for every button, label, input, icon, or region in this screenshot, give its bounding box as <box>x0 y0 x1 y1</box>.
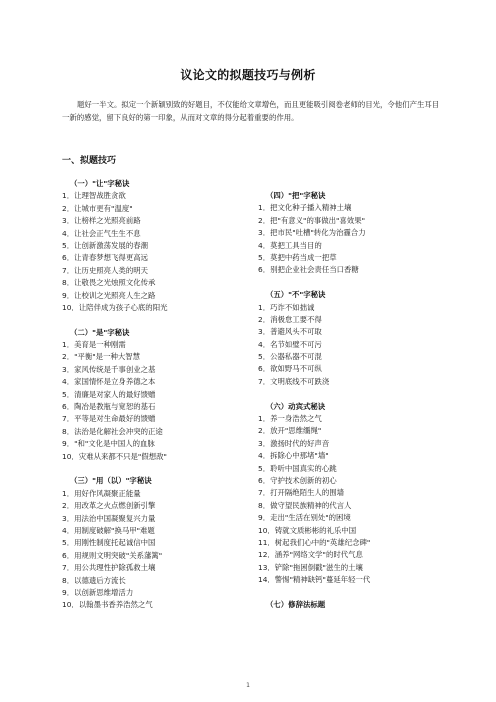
page-number: 1 <box>246 682 250 689</box>
list-item: 4．拆除心中那堵"墙" <box>258 451 329 461</box>
list-item: 8．法治是化解社会冲突的正途 <box>62 426 163 436</box>
list-item: 9．走出"生活在别处"的困境 <box>258 513 351 523</box>
list-item: 5．聆听中国真实的心跳 <box>258 463 337 473</box>
list-item: 10．以翰墨书香养浩然之气 <box>62 600 153 610</box>
list-item: 4．让社会正气生生不息 <box>62 228 141 238</box>
list-item: 3．用法治中国凝聚复兴力量 <box>62 513 156 523</box>
list-item: 3．家风传统是千事创业之基 <box>62 364 156 374</box>
list-item: 4．用制度破解"换马甲"难题 <box>62 525 155 535</box>
list-item: 10．灾难从来都不只是"假想敌" <box>62 451 167 461</box>
list-item: 6．陶冶是教瓶与宽恕的基石 <box>62 402 156 412</box>
list-item: 3．普避风头不可取 <box>258 327 322 337</box>
group-heading-shi: （二）"是"字秘诀 <box>70 327 130 337</box>
intro-paragraph: 题好一半文。拟定一个新颖别致的好题目，不仅能给文章增色，而且更能吸引阅卷老师的目光，令他们产生耳目一新的感觉，留下良好的第一印象，从而对文章的得分起着重要的作用。 <box>62 100 440 122</box>
list-item: 8．以德遗后方流长 <box>62 575 126 585</box>
list-item: 2．让城市更有"温度" <box>62 203 133 213</box>
list-item: 1．让理智战胜贪欲 <box>62 191 126 201</box>
list-item: 7．平等是对生命最好的馈赠 <box>62 414 156 424</box>
list-item: 1．用好作风凝聚正能量 <box>62 488 141 498</box>
list-item: 2．"平衡"是一种大智慧 <box>62 352 141 362</box>
group-heading-rang: （一）"让"字秘诀 <box>70 179 130 188</box>
list-item: 12．涵养"网络文学"的时代气息 <box>258 550 363 560</box>
list-item: 1．养一身浩然之气 <box>258 414 322 424</box>
list-item: 13．铲除"拖困倒戳"滋生的土壤 <box>258 562 363 572</box>
list-item: 3．把市民"吐槽"转化为治霾合力 <box>258 228 366 238</box>
list-item: 14．警惕"精神缺钙"蔓延年轻一代 <box>258 575 371 585</box>
list-item: 1．巧诈不如拙诚 <box>258 302 315 312</box>
group-heading-bu: （五）"不"字秘诀 <box>266 290 326 300</box>
list-item: 6．让青春梦想飞得更高远 <box>62 253 149 263</box>
list-item: 9．以创新思维增活力 <box>62 587 134 597</box>
list-item: 6．欲如野马不可纵 <box>258 364 322 374</box>
right-column <box>258 190 458 611</box>
list-item: 1．美育是一种刚需 <box>62 340 126 350</box>
list-item: 4．名节如璧不可污 <box>258 339 322 349</box>
list-item: 4．家国情怀是立身养德之本 <box>62 377 156 387</box>
list-item: 6．别把企业社会责任当口香糖 <box>258 265 359 275</box>
list-item: 2．放开"思维缰绳" <box>258 426 322 436</box>
doc-title: 议论文的拟题技巧与例析 <box>180 68 316 82</box>
list-item: 7．用公共理性护除孤救土壤 <box>62 563 156 573</box>
list-item: 5．让创新激荡发展的春潮 <box>62 240 149 250</box>
group-heading-ba: （四）"把"字秘诀 <box>266 191 326 200</box>
list-item: 2．消极怠工要不得 <box>258 314 322 324</box>
list-item: 5．用刚性制度托起诚信中国 <box>62 538 156 548</box>
list-item: 10．让陪伴成为孩子心底的阳光 <box>62 302 168 312</box>
list-item: 7．让历史照亮人类的明天 <box>62 265 149 275</box>
list-item: 9．让校训之光照亮人生之路 <box>62 290 156 300</box>
list-item: 7．打开隔绝陌生人的围墙 <box>258 488 345 498</box>
list-item: 2．把"有意义"的事做出"喜效果" <box>258 215 365 225</box>
list-item: 2．用改革之火点燃创新引擎 <box>62 501 156 511</box>
group-heading-yong: （三）"用（以）"字秘诀 <box>70 476 152 486</box>
list-item: 8．让敬畏之光烛照文化传承 <box>62 278 156 288</box>
list-item: 8．做守望民族精神的代言人 <box>258 500 352 510</box>
list-item: 6．守护技术创新的初心 <box>258 475 337 485</box>
list-item: 7．文明底线不可跌浇 <box>258 376 330 386</box>
list-item: 10．铸就文质彬彬的礼乐中国 <box>258 525 357 535</box>
list-item: 6．用规则文明突破"关系藩篱" <box>62 550 163 560</box>
list-item: 3．激扬时代的好声音 <box>258 438 330 448</box>
group-heading-verb-object: （六）动宾式秘诀 <box>266 401 326 411</box>
section-heading: 一、拟题技巧 <box>62 156 117 166</box>
left-column <box>62 178 262 612</box>
list-item: 1．把文化种子播入精神土壤 <box>258 203 352 213</box>
list-item: 9．"和"文化是中国人的血脉 <box>62 439 155 449</box>
list-item: 5．公器私器不可混 <box>258 352 322 362</box>
list-item: 11．树起我们心中的"英雄纪念碑" <box>258 537 371 547</box>
list-item: 5．莫把中药当成一把草 <box>258 252 337 262</box>
list-item: 4．莫把工具当目的 <box>258 240 322 250</box>
group-heading-rhetoric: （七）修辞法标题 <box>266 599 326 609</box>
list-item: 5．清廉是对家人的最好馈赠 <box>62 389 156 399</box>
list-item: 3．让榜样之光照亮前路 <box>62 216 141 226</box>
